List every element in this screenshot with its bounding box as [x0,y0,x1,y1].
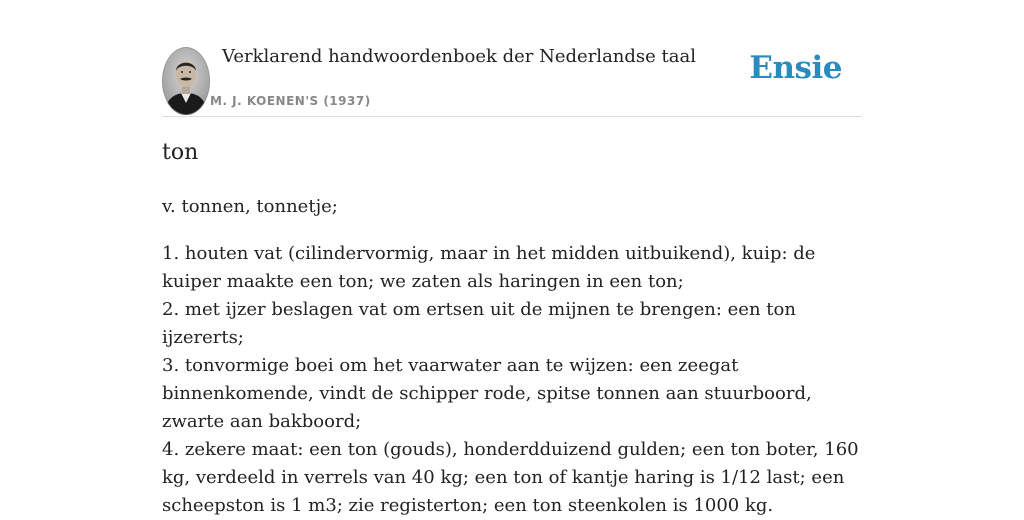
definition-3: 3. tonvormige boei om het vaarwater aan te wijzen: een zeegat binnenkomende, vindt de schipper rode, spitse tonnen aan stuurboord, zwarte aan bakboord; [162,355,812,432]
book-author: M. J. KOENEN'S (1937) [210,94,371,108]
definition-1: 1. houten vat (cilindervormig, maar in het midden uitbuikend), kuip: de kuiper maakte een ton; we zaten als haringen in een ton; [162,243,816,292]
definition-2: 2. met ijzer beslagen vat om ertsen uit de mijnen te brengen: een ton ijzererts; [162,299,796,348]
entry-body [162,193,862,520]
definition-4: 4. zekere maat: een ton (gouds), honderdduizend gulden; een ton boter, 160 kg, verdeeld in verrels van 40 kg; een ton of kantje haring is 1/12 last; een scheepston is 1 m3; zie registerton; een ton steenkolen is 1000 kg. [162,439,859,516]
brand-logo-link[interactable]: Ensie [749,50,842,86]
author-portrait-icon[interactable] [162,47,210,115]
entry-term: ton [162,140,199,165]
page-container [162,0,862,516]
entry-inflection: v. tonnen, tonnetje; [162,196,338,217]
book-title[interactable]: Verklarend handwoordenboek der Nederlandse taal [222,46,696,67]
page-header [162,0,862,117]
